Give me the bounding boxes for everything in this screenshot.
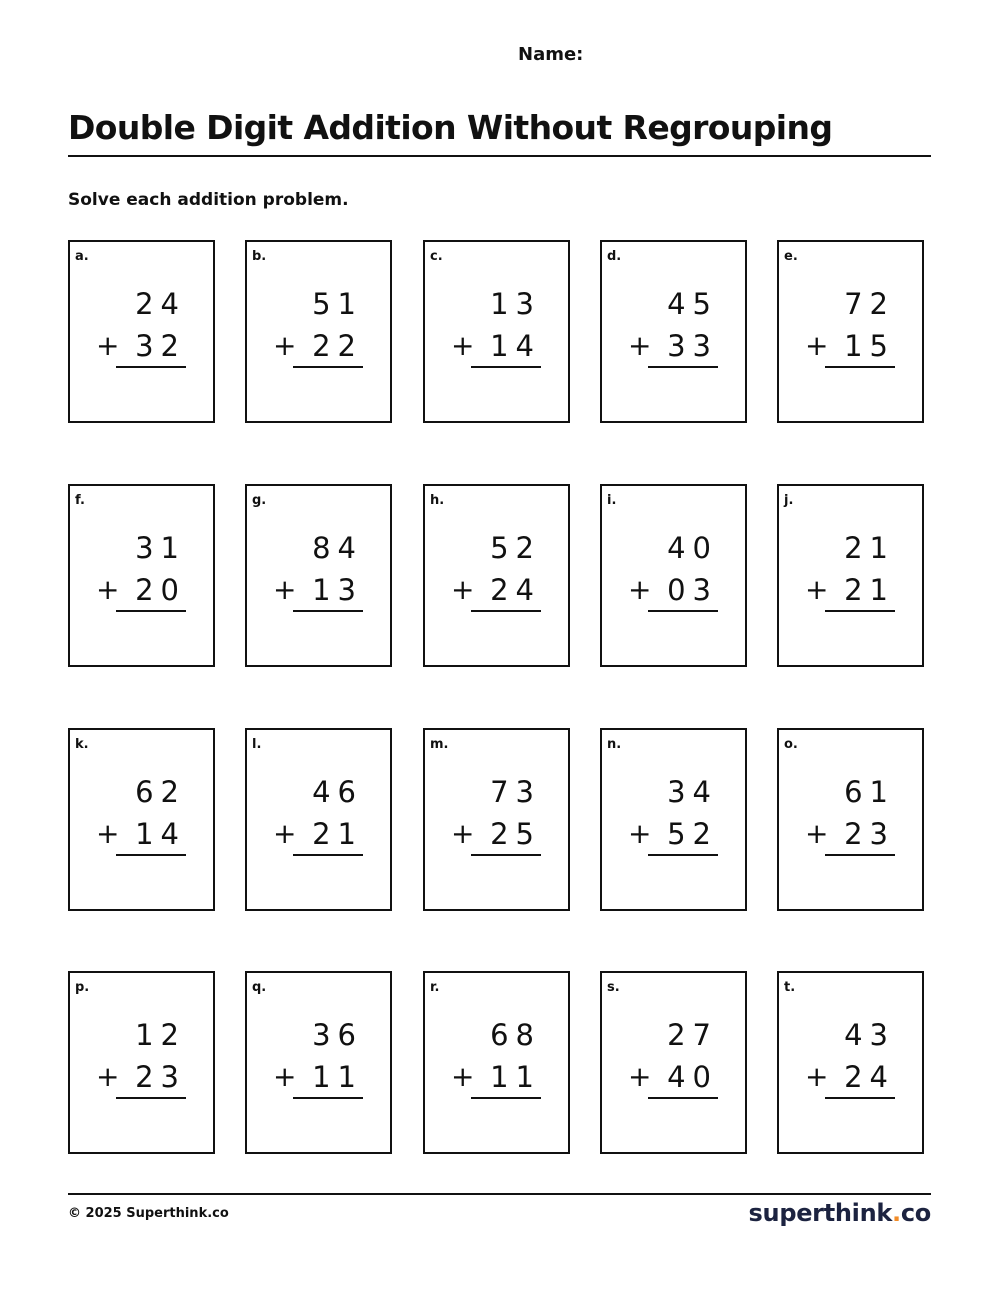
answer-line bbox=[116, 1097, 186, 1099]
bottom-addend: 32 bbox=[135, 329, 186, 363]
top-addend: 31 bbox=[135, 531, 186, 565]
top-addend: 27 bbox=[667, 1018, 718, 1052]
bottom-addend: 03 bbox=[667, 573, 718, 607]
problem-card bbox=[777, 240, 924, 423]
answer-line bbox=[293, 1097, 363, 1099]
problem-card bbox=[600, 971, 747, 1154]
answer-line bbox=[293, 610, 363, 612]
bottom-addend: 21 bbox=[844, 573, 895, 607]
problem-letter: r. bbox=[430, 980, 440, 995]
top-addend: 51 bbox=[312, 287, 363, 321]
plus-sign: + bbox=[805, 573, 829, 606]
bottom-addend: 11 bbox=[490, 1060, 541, 1094]
answer-line bbox=[471, 1097, 541, 1099]
problem-card bbox=[245, 484, 392, 667]
top-addend: 40 bbox=[667, 531, 718, 565]
answer-line bbox=[648, 610, 718, 612]
instructions: Solve each addition problem. bbox=[68, 190, 349, 210]
footer-divider bbox=[68, 1193, 931, 1195]
answer-line bbox=[471, 610, 541, 612]
top-addend: 21 bbox=[844, 531, 895, 565]
brand-dot: . bbox=[892, 1199, 901, 1227]
top-addend: 73 bbox=[490, 775, 541, 809]
problem-card bbox=[600, 484, 747, 667]
top-addend: 72 bbox=[844, 287, 895, 321]
bottom-addend: 33 bbox=[667, 329, 718, 363]
plus-sign: + bbox=[451, 817, 475, 850]
problem-card bbox=[245, 728, 392, 911]
problem-letter: o. bbox=[784, 737, 798, 752]
problem-card bbox=[600, 240, 747, 423]
top-addend: 61 bbox=[844, 775, 895, 809]
plus-sign: + bbox=[96, 817, 120, 850]
plus-sign: + bbox=[805, 329, 829, 362]
problem-letter: l. bbox=[252, 737, 262, 752]
plus-sign: + bbox=[628, 573, 652, 606]
answer-line bbox=[825, 366, 895, 368]
brand-tld: co bbox=[900, 1199, 931, 1227]
plus-sign: + bbox=[96, 573, 120, 606]
answer-line bbox=[293, 366, 363, 368]
top-addend: 34 bbox=[667, 775, 718, 809]
bottom-addend: 14 bbox=[490, 329, 541, 363]
brand-name: superthink bbox=[748, 1199, 893, 1227]
answer-line bbox=[293, 854, 363, 856]
answer-line bbox=[825, 854, 895, 856]
answer-line bbox=[116, 854, 186, 856]
top-addend: 45 bbox=[667, 287, 718, 321]
problem-letter: b. bbox=[252, 249, 267, 264]
bottom-addend: 22 bbox=[312, 329, 363, 363]
problem-letter: q. bbox=[252, 980, 267, 995]
plus-sign: + bbox=[805, 817, 829, 850]
bottom-addend: 20 bbox=[135, 573, 186, 607]
answer-line bbox=[825, 610, 895, 612]
top-addend: 43 bbox=[844, 1018, 895, 1052]
bottom-addend: 52 bbox=[667, 817, 718, 851]
top-addend: 24 bbox=[135, 287, 186, 321]
plus-sign: + bbox=[451, 573, 475, 606]
top-addend: 36 bbox=[312, 1018, 363, 1052]
brand-logo bbox=[749, 1199, 931, 1227]
copyright: © 2025 Superthink.co bbox=[68, 1206, 229, 1221]
problem-letter: e. bbox=[784, 249, 798, 264]
answer-line bbox=[825, 1097, 895, 1099]
problem-card bbox=[777, 484, 924, 667]
bottom-addend: 24 bbox=[490, 573, 541, 607]
problem-letter: a. bbox=[75, 249, 89, 264]
problem-letter: h. bbox=[430, 493, 445, 508]
problem-letter: i. bbox=[607, 493, 617, 508]
problem-letter: d. bbox=[607, 249, 622, 264]
top-addend: 12 bbox=[135, 1018, 186, 1052]
answer-line bbox=[648, 366, 718, 368]
bottom-addend: 25 bbox=[490, 817, 541, 851]
name-label: Name: bbox=[518, 44, 584, 65]
problem-card bbox=[245, 971, 392, 1154]
problem-card bbox=[68, 240, 215, 423]
plus-sign: + bbox=[805, 1060, 829, 1093]
answer-line bbox=[648, 854, 718, 856]
problem-card bbox=[423, 484, 570, 667]
problem-letter: c. bbox=[430, 249, 443, 264]
plus-sign: + bbox=[273, 1060, 297, 1093]
answer-line bbox=[471, 854, 541, 856]
bottom-addend: 40 bbox=[667, 1060, 718, 1094]
answer-line bbox=[471, 366, 541, 368]
bottom-addend: 24 bbox=[844, 1060, 895, 1094]
top-addend: 68 bbox=[490, 1018, 541, 1052]
plus-sign: + bbox=[273, 329, 297, 362]
problem-card bbox=[777, 728, 924, 911]
plus-sign: + bbox=[451, 329, 475, 362]
top-addend: 84 bbox=[312, 531, 363, 565]
problem-card bbox=[423, 971, 570, 1154]
bottom-addend: 21 bbox=[312, 817, 363, 851]
problem-card bbox=[245, 240, 392, 423]
problem-letter: t. bbox=[784, 980, 796, 995]
title-divider bbox=[68, 155, 931, 157]
problem-letter: m. bbox=[430, 737, 449, 752]
bottom-addend: 14 bbox=[135, 817, 186, 851]
problem-letter: n. bbox=[607, 737, 622, 752]
answer-line bbox=[116, 610, 186, 612]
top-addend: 52 bbox=[490, 531, 541, 565]
problem-card bbox=[600, 728, 747, 911]
plus-sign: + bbox=[628, 817, 652, 850]
plus-sign: + bbox=[451, 1060, 475, 1093]
bottom-addend: 13 bbox=[312, 573, 363, 607]
plus-sign: + bbox=[96, 329, 120, 362]
answer-line bbox=[648, 1097, 718, 1099]
plus-sign: + bbox=[628, 1060, 652, 1093]
bottom-addend: 15 bbox=[844, 329, 895, 363]
page-title: Double Digit Addition Without Regrouping bbox=[68, 108, 833, 147]
problem-letter: f. bbox=[75, 493, 85, 508]
top-addend: 62 bbox=[135, 775, 186, 809]
bottom-addend: 23 bbox=[844, 817, 895, 851]
problem-letter: j. bbox=[784, 493, 794, 508]
bottom-addend: 11 bbox=[312, 1060, 363, 1094]
problem-card bbox=[68, 971, 215, 1154]
problem-letter: s. bbox=[607, 980, 620, 995]
problem-letter: k. bbox=[75, 737, 89, 752]
problem-card bbox=[68, 728, 215, 911]
plus-sign: + bbox=[273, 573, 297, 606]
problem-card bbox=[423, 240, 570, 423]
problem-letter: g. bbox=[252, 493, 267, 508]
problem-card bbox=[777, 971, 924, 1154]
problem-letter: p. bbox=[75, 980, 90, 995]
plus-sign: + bbox=[273, 817, 297, 850]
bottom-addend: 23 bbox=[135, 1060, 186, 1094]
problem-card bbox=[423, 728, 570, 911]
answer-line bbox=[116, 366, 186, 368]
plus-sign: + bbox=[628, 329, 652, 362]
top-addend: 13 bbox=[490, 287, 541, 321]
problem-card bbox=[68, 484, 215, 667]
plus-sign: + bbox=[96, 1060, 120, 1093]
top-addend: 46 bbox=[312, 775, 363, 809]
